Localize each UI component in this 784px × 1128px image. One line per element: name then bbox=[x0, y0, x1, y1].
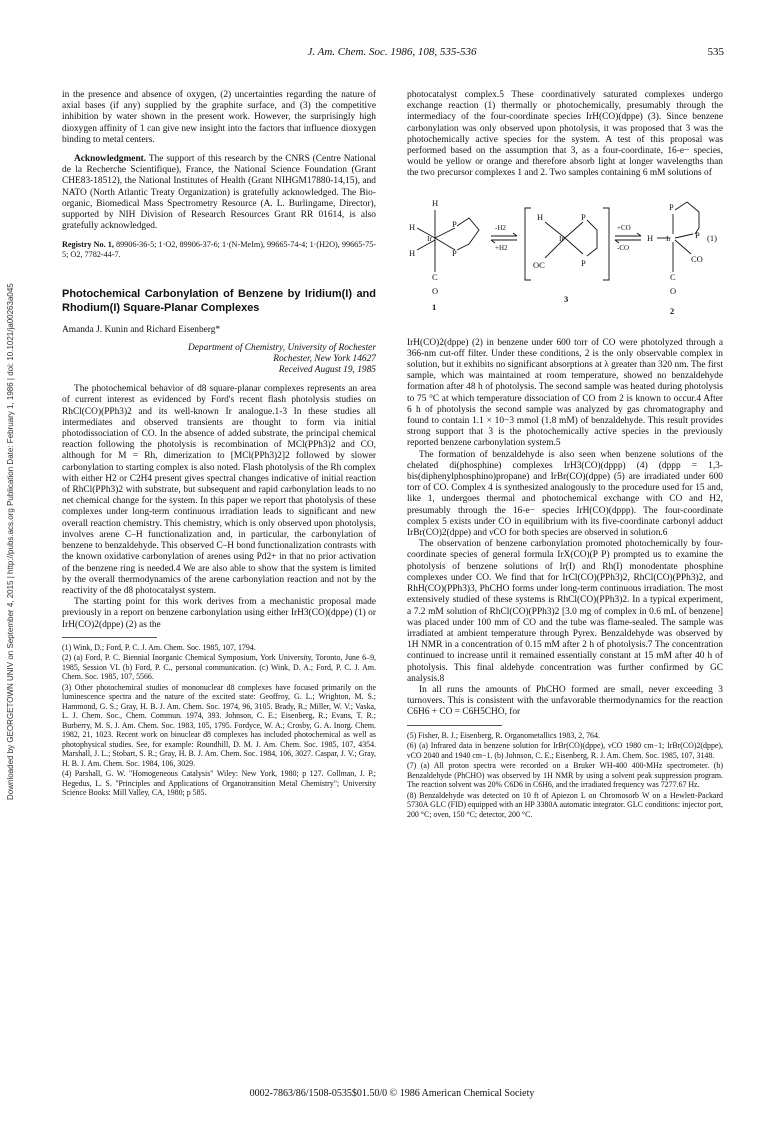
footnotes-left bbox=[62, 643, 376, 798]
body-paragraph-r4: The observation of benzene carbonylation promoted photochemically by four-coordinate species of general formula IrX(CO)(P P) prompted us to examine the photolysis of benzene solutions of Ir(I) and Rh(I) monodentate phosphine complexes under CO. We find that for IrCl(CO)(PPh3)2, RhCl(CO)(PPh3)2, and RhH(CO)(PPh3)3, PhCHO forms under long-term continuous irradiation. The most extensively studied of these systems is RhCl(CO)(PPh3)2. In a typical experiment, a 7.2 mM solution of RhCl(CO)(PPh3)2 [3.0 mg of complex in 0.6 mL of benzene] was placed under 100 mm of CO and the tube was flame-sealed. The sample was irradiated at ambient temperature through Pyrex. Benzaldehyde was observed by 1H NMR in a concentration of 0.15 mM after 2 h of photolysis.7 The concentration continued to increase until it remained essentially constant at 15 mM after 40 h of photolysis. This final aldehyde concentration was further confirmed by GC analysis.8 bbox=[407, 539, 723, 684]
plus-co-label: +CO bbox=[617, 223, 631, 232]
scheme-p: P bbox=[581, 211, 586, 222]
plus-h2-label: +H2 bbox=[495, 243, 508, 252]
scheme-o: O bbox=[670, 285, 677, 296]
registry-text: 89906-36-5; 1·O2, 89906-37-6; 1·(N-MeIm), 99665-74-4; 1·(H2O), 99665-75-5; O2, 7782-44-7. bbox=[62, 240, 377, 260]
ack-text: The support of this research by the CNRS (Centre National de la Recherche Scientifique), France, the National Science Foundation (Grant CHE83-18512), the National Institutes of Health (Grant NIHGM17880-14,15), and NATO (North Atlantic Treaty Organization) is gratefully acknowledged. The Bio-organic, Biomedical Mass Spectrometry Resource (A. L. Burlingame, Director), supported by NIH Division of Research Resources Grant RR 01614, is also gratefully acknowledged. bbox=[62, 154, 376, 232]
scheme-h: H bbox=[432, 197, 439, 208]
reaction-scheme-drawing bbox=[407, 184, 723, 334]
footnotes-right bbox=[407, 731, 723, 820]
acknowledgment bbox=[62, 154, 376, 232]
footnote: (6) (a) Infrared data in benzene solution for IrBr(CO)(dppe), νCO 1980 cm−1; IrBr(CO)2(dppe), νCO 2040 and 1940 cm−1. (b) Johnson, C. E.; Eisenberg, R. J. Am. Chem. Soc. 1985, 107, 3148. bbox=[407, 741, 723, 760]
copyright-footer: 0002-7863/86/1508-0535$01.50/0 © 1986 American Chemical Society bbox=[249, 1088, 535, 1099]
body-paragraph-r1: photocatalyst complex.5 These coordinatively saturated complexes undergo exchange reaction (1) thermally or photochemically, presumably through the intermediacy of the four-coordinate species IrH(CO)(dppe) (3). Since benzene carbonylation was only observed upon photolysis, it was proposed that 3 was the photochemically active species for the system. A test of this proposal was performed based on the assumption that 3, as a four-coordinate, 16-e− species, would be yellow or orange and therefore absorb light at longer wavelengths than the two precursor complexes 1 and 2. Two samples containing 6 mM solutions of bbox=[407, 90, 723, 179]
footnote-rule bbox=[62, 637, 157, 638]
scheme-p: P bbox=[452, 218, 457, 229]
affiliation-city: Rochester, New York 14627 bbox=[273, 353, 376, 364]
scheme-h: H bbox=[537, 211, 544, 222]
minus-co-label: -CO bbox=[617, 243, 630, 252]
compound-label-2: 2 bbox=[670, 305, 675, 316]
scheme-ir: Ir bbox=[427, 233, 432, 243]
minus-h2-label: -H2 bbox=[495, 223, 506, 232]
running-header bbox=[0, 46, 784, 58]
footnote: (2) (a) Ford, P. C. Biennial Inorganic Chemical Symposium, York University, Toronto, June 6–9, 1985, Session VI. (b) Ford, P. C., personal communication. (c) Wink, D. A.; Ford, P. C. J. Am. Chem. Soc. 1985, 107, 5566. bbox=[62, 653, 376, 682]
body-paragraph-r5: In all runs the amounts of PhCHO formed are small, never exceeding 3 turnovers. This is consistent with the unfavorable thermodynamics for the reaction C6H6 + CO = C6H5CHO, for bbox=[407, 684, 723, 718]
registry-numbers bbox=[62, 240, 376, 260]
equilibrium-arrow-1 bbox=[491, 233, 517, 243]
scheme-p: P bbox=[669, 201, 674, 212]
citation: 1986, 108, 535-536 bbox=[390, 46, 477, 58]
scheme-oc: OC bbox=[533, 259, 545, 270]
footnote: (3) Other photochemical studies of mononuclear d8 complexes have focused primarily on the luminescence spectra and the nature of the excited state: Geoffroy, G. L.; Wrighton, M. S.; Hammond, G. S.; Gray, H. B. J. Am. Chem. Soc. 1974, 96, 3105. Brady, R.; Miller, W. V.; Vaska, L. J. Chem. Soc., Chem. Commun. 1974, 393. Johnson, C. E.; Eisenberg, R.; Evans, T. R.; Burberry, M. S. J. Am. Chem. Soc. 1983, 105, 1795. Fordyce, W. A.; Crosby, G. A. Inorg. Chem. 1982, 21, 1023. Recent work on binuclear d8 complexes has included photochemical as well as photophysical studies. See, for example: Roundhill, D. M. J. Am. Chem. Soc. 1985, 107, 4354. Marshall, J. L.; Stobart, S. R.; Gray, H. B. J. Am. Chem. Soc. 1984, 106, 3027. Caspar, J. V.; Gray, H. B. J. Am. Chem. Soc. 1984, 106, 3029. bbox=[62, 682, 376, 768]
compound-label-1: 1 bbox=[432, 301, 437, 312]
left-column bbox=[62, 90, 376, 799]
scheme-p: P bbox=[581, 257, 586, 268]
scheme-p: P bbox=[695, 229, 700, 240]
footnote: (7) (a) All proton spectra were recorded on a Bruker WH-400 400-MHz spectrometer. (b) Benzaldehyde (PhCHO) was observed by 1H NMR by using a solvent peak suppression program. The reaction solvent was 20% C6D6 in C6H6, and the irradiated frequency was 7277.67 Hz. bbox=[407, 761, 723, 790]
sidebar-text: Downloaded by GEORGETOWN UNIV on September 4, 2015 | http://pubs.acs.org Publication Date: February 1, 1986 | doi: 10.1021/ja00263a045 bbox=[6, 283, 15, 800]
previous-article-text: in the presence and absence of oxygen, (2) uncertainties regarding the nature of axial bases (if any) supplied by the graphite surface, and (3) the competitive inhibition by water shown in the present work. However, the surprisingly high dioxygen affinity of 1 can give new insight into the factors that influence dioxygen binding to metal centers. bbox=[62, 90, 376, 145]
received-date: Received August 19, 1985 bbox=[278, 365, 376, 376]
body-paragraph-r2: IrH(CO)2(dppe) (2) in benzene under 600 torr of CO were photolyzed through a 366-nm cut-off filter. Under these conditions, 2 is the only observable complex in solution, but it exhibits no significant absorptions at λ greater than 320 nm. The first sample, which was maintained at room temperature, showed no benzaldehyde formation after 48 h of photolysis. The second sample was heated during photolysis to 75 °C at which temperature dissociation of CO from 2 is known to occur.4 After 6 h of photolysis the second sample was analyzed by gas chromatography and found to contain 1.1 × 10−3 mmol (1.8 mM) of benzaldehyde. This result provides strong support that 3 is the photochemically active species in the previously reported benzene carbonylation system.5 bbox=[407, 337, 723, 449]
compound-label-3: 3 bbox=[564, 293, 569, 304]
scheme-h: H bbox=[409, 221, 416, 232]
right-column bbox=[407, 90, 723, 820]
footnote: (4) Parshall, G. W. "Homogeneous Catalysis" Wiley: New York, 1980; p 127. Collman, J. P.; Hegedus, L. S. "Principles and Applications of Organotransition Metal Chemistry"; University Science Books: Mill Valley, CA, 1980; p 585. bbox=[62, 769, 376, 798]
article-authors: Amanda J. Kunin and Richard Eisenberg* bbox=[62, 325, 221, 336]
body-paragraph-2: The starting point for this work derives from a mechanistic proposal made previously in a report on benzene carbonylation using either IrH3(CO)(dppe) (1) or IrH(CO)2(dppe) (2) as the bbox=[62, 597, 376, 630]
scheme-c: C bbox=[670, 271, 676, 282]
scheme-h: H bbox=[409, 247, 416, 258]
scheme-o: O bbox=[432, 285, 439, 296]
scheme-c: C bbox=[432, 271, 438, 282]
scheme-ir: Ir bbox=[559, 233, 564, 243]
footnote: (5) Fisher, B. J.; Eisenberg, R. Organometallics 1983, 2, 764. bbox=[407, 730, 600, 740]
ack-label: Acknowledgment. bbox=[74, 154, 147, 165]
affiliation-department: Department of Chemistry, University of Rochester bbox=[188, 342, 376, 353]
scheme-ir: Ir bbox=[666, 233, 671, 243]
journal-name: J. Am. Chem. Soc. bbox=[307, 46, 388, 58]
download-sidebar bbox=[6, 283, 32, 800]
page-number: 535 bbox=[707, 46, 724, 58]
footnote: (1) Wink, D.; Ford, P. C. J. Am. Chem. Soc. 1985, 107, 1794. bbox=[62, 642, 256, 652]
body-paragraph-r3: The formation of benzaldehyde is also seen when benzene solutions of the chelated di(phosphine) complexes IrH3(CO)(dppp) (4) (dppp = 1,3-bis(diphenylphosphino)propane) and IrBr(CO)(dppe) (5) are irradiated under 600 torr of CO. Complex 4 is synthesized analogously to the procedure used for 15 and, like 1, undergoes thermal and photochemical exchange with CO and H2, presumably through the 16-e− species IrH(CO)(dppp). The four-coordinate complex 5 exists under CO in equilibrium with its five-coordinate carbonyl adduct IrBr(CO)2(dppe) and νCO for both species are observed in solution.6 bbox=[407, 449, 723, 539]
scheme-h: H bbox=[647, 232, 654, 243]
scheme-co: CO bbox=[691, 253, 703, 264]
equilibrium-arrow-2 bbox=[615, 233, 641, 243]
article-title: Photochemical Carbonylation of Benzene by Iridium(I) and Rhodium(I) Square-Planar Complexes bbox=[62, 288, 376, 314]
footnote: (8) Benzaldehyde was detected on 10 ft of Apiezon L on Chromosorb W on a Hewlett-Packard 5730A GLC (FID) equipped with an HP 3380A automatic integrator. GLC conditions: injector port, 200 °C; oven, 150 °C; detector, 200 °C. bbox=[407, 790, 723, 819]
body-paragraph-1: The photochemical behavior of d8 square-planar complexes represents an area of current interest as evidenced by Ford's recent flash photolysis studies on RhCl(CO)(PPh3)2 and its well-known Ir analogue.1-3 In these studies all intermediates and observed transients are thought to form via initial photodissociation of CO. In the absence of added substrate, the principal chemical reaction following the photolysis is recombination of MCl(PPh3)2 and CO, although for M = Rh, dimerization to [MCl(PPh3)2]2 followed by slower carbonylation to starting complex is also noted. Flash photolysis of the Rh complex with either H2 or C2H4 present gives spectral changes indicative of initial reaction of RhCl(PPh3)2 with substrate, but subsequent and rapid carbonylation leads to no net chemical change for the system. In this paper we report that photolysis of these complexes under long-term continuous irradiation leads to significant and new overall reaction chemistry. This chemistry, which is only observed upon photolysis, involves arene C–H functionalization and, in particular, the carbonylation of benzene to benzaldehyde. This observed C–H bond functionalization contrasts with the known oxidative carbonylation of arenes using Pd2+ in that no prior activation of the benzene ring is needed.4 We are also able to show that the system is limited by the overall thermodynamics of the arene carbonylation reaction and not by the reactivity of the d8 photocatalyst system. bbox=[62, 384, 376, 596]
reaction-scheme bbox=[407, 184, 723, 334]
footnote-rule bbox=[407, 725, 502, 726]
registry-label: Registry No. 1, bbox=[62, 240, 114, 250]
equation-number: (1) bbox=[707, 232, 717, 243]
scheme-p: P bbox=[452, 247, 457, 258]
